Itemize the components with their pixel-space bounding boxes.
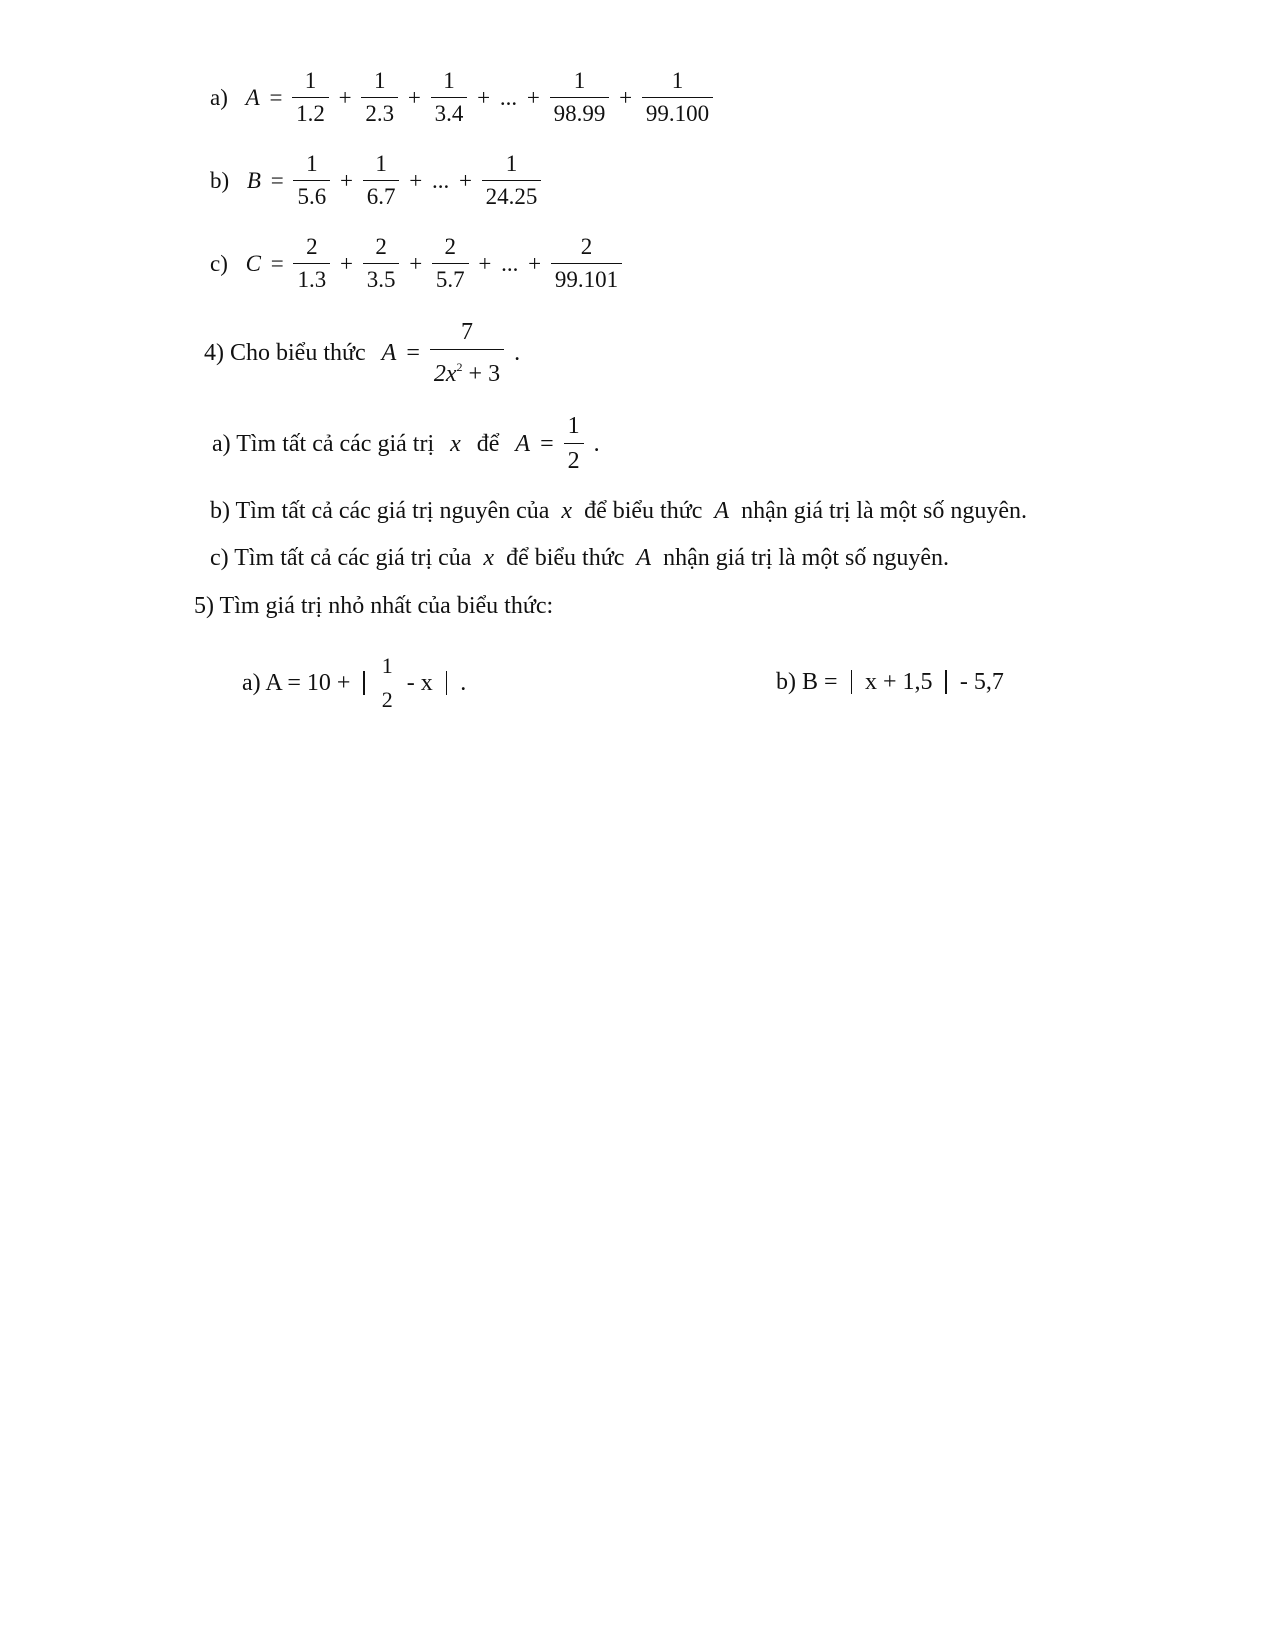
q5b-pre: b) B = <box>776 669 838 696</box>
plus-sign: + <box>409 250 423 276</box>
label-c: c) <box>210 250 228 276</box>
denominator: 2 <box>567 448 580 474</box>
denominator: 1.2 <box>296 101 325 126</box>
sum-b <box>210 151 543 210</box>
fraction <box>432 234 469 293</box>
q4-fraction <box>430 318 504 388</box>
plus-sign: + <box>339 250 353 276</box>
q5-title: 5) Tìm giá trị nhỏ nhất của biểu thức: <box>194 593 554 619</box>
q4-b <box>210 497 1027 525</box>
numerator: 1 <box>363 151 400 181</box>
numerator: 1 <box>564 412 584 444</box>
q4b-var: A <box>714 498 730 524</box>
plus-sign: + <box>407 84 421 110</box>
numerator: 2 <box>363 234 400 264</box>
fraction <box>551 234 622 293</box>
q4-intro-text: 4) Cho biểu thức <box>204 340 366 366</box>
q5a-mid: - x <box>406 670 433 696</box>
plus-sign: + <box>528 250 542 276</box>
period: . <box>514 340 521 366</box>
fraction <box>482 151 542 210</box>
equals: = <box>540 430 554 457</box>
fraction <box>293 234 330 293</box>
q4a-text2: để <box>476 430 500 457</box>
denominator: 24.25 <box>485 184 538 209</box>
plus-sign: + <box>409 167 423 193</box>
abs-bar-right <box>945 670 946 694</box>
q4c-text3: nhận giá trị là một số nguyên. <box>663 545 950 571</box>
ellipsis: ... <box>501 250 519 276</box>
q4-a <box>210 412 602 475</box>
denominator: 99.100 <box>645 101 710 126</box>
denominator: 2 <box>381 687 393 712</box>
q4a-text1: a) Tìm tất cả các giá trị <box>212 430 435 457</box>
numerator: 1 <box>361 68 398 98</box>
denominator: 6.7 <box>366 184 396 209</box>
den-base: 2x <box>433 361 457 387</box>
numerator: 2 <box>432 234 469 264</box>
fraction <box>642 68 713 127</box>
sum-c <box>210 234 624 293</box>
ellipsis: ... <box>431 167 450 193</box>
period: . <box>593 430 600 457</box>
abs-bar-right <box>446 671 447 695</box>
fraction <box>361 68 398 127</box>
abs-bar-left <box>363 671 364 695</box>
period: . <box>460 670 467 696</box>
den-rest: + 3 <box>468 361 501 387</box>
numerator: 1 <box>293 151 330 181</box>
numerator: 2 <box>551 234 622 264</box>
q4b-text2: để biểu thức <box>584 498 703 524</box>
abs-bar-left <box>851 670 852 694</box>
denominator: 5.6 <box>297 184 327 209</box>
q4c-text2: để biểu thức <box>506 545 625 571</box>
x-var: x <box>450 430 461 457</box>
x-var: x <box>561 498 573 524</box>
equals: = <box>270 167 284 193</box>
half-fraction <box>378 652 397 714</box>
numerator: 1 <box>642 68 713 98</box>
numerator: 7 <box>430 318 504 350</box>
numerator: 1 <box>431 68 468 98</box>
half-fraction <box>564 412 584 475</box>
denominator: 2.3 <box>365 101 395 126</box>
fraction <box>292 68 329 127</box>
q5b-mid: x + 1,5 <box>864 669 933 696</box>
fraction <box>363 234 400 293</box>
fraction <box>363 151 400 210</box>
plus-sign: + <box>526 84 540 110</box>
denominator: 99.101 <box>554 267 619 292</box>
fraction <box>550 68 610 127</box>
q4c-var: A <box>636 545 652 571</box>
q4b-text3: nhận giá trị là một số nguyên. <box>741 498 1028 524</box>
equals: = <box>406 340 420 366</box>
numerator: 2 <box>293 234 330 264</box>
denominator: 3.4 <box>434 101 464 126</box>
var-b: B <box>246 167 261 193</box>
q5-a <box>240 652 468 714</box>
plus-sign: + <box>478 250 492 276</box>
var-a: A <box>245 84 260 110</box>
numerator: 1 <box>550 68 610 98</box>
q4c-text1: c) Tìm tất cả các giá trị của <box>210 545 472 571</box>
plus-sign: + <box>477 84 491 110</box>
q4-var: A <box>381 340 397 366</box>
fraction <box>431 68 468 127</box>
numerator: 1 <box>292 68 329 98</box>
denominator: 98.99 <box>553 101 606 126</box>
q5-b <box>774 667 1006 696</box>
plus-sign: + <box>338 84 352 110</box>
plus-sign: + <box>458 167 472 193</box>
sum-a <box>210 68 715 127</box>
x-var: x <box>483 545 495 571</box>
q4a-var: A <box>515 430 531 457</box>
q4-c <box>210 544 949 572</box>
numerator: 1 <box>482 151 542 181</box>
ellipsis: ... <box>499 84 518 110</box>
denominator: 1.3 <box>297 267 327 292</box>
q4-intro <box>202 318 522 388</box>
q4b-text1: b) Tìm tất cả các giá trị nguyên của <box>210 498 550 524</box>
equals: = <box>270 250 284 276</box>
q5a-pre: a) A = 10 + <box>242 670 351 696</box>
label-b: b) <box>210 167 230 193</box>
numerator: 1 <box>381 653 393 678</box>
denominator: 5.7 <box>435 267 465 292</box>
denominator <box>430 350 504 388</box>
denominator: 3.5 <box>366 267 396 292</box>
plus-sign: + <box>619 84 633 110</box>
var-c: C <box>245 250 261 276</box>
plus-sign: + <box>339 167 353 193</box>
den-exponent: 2 <box>456 360 463 374</box>
label-a: a) <box>210 84 228 110</box>
equals: = <box>269 84 283 110</box>
q5b-post: - 5,7 <box>959 669 1004 696</box>
fraction <box>293 151 330 210</box>
